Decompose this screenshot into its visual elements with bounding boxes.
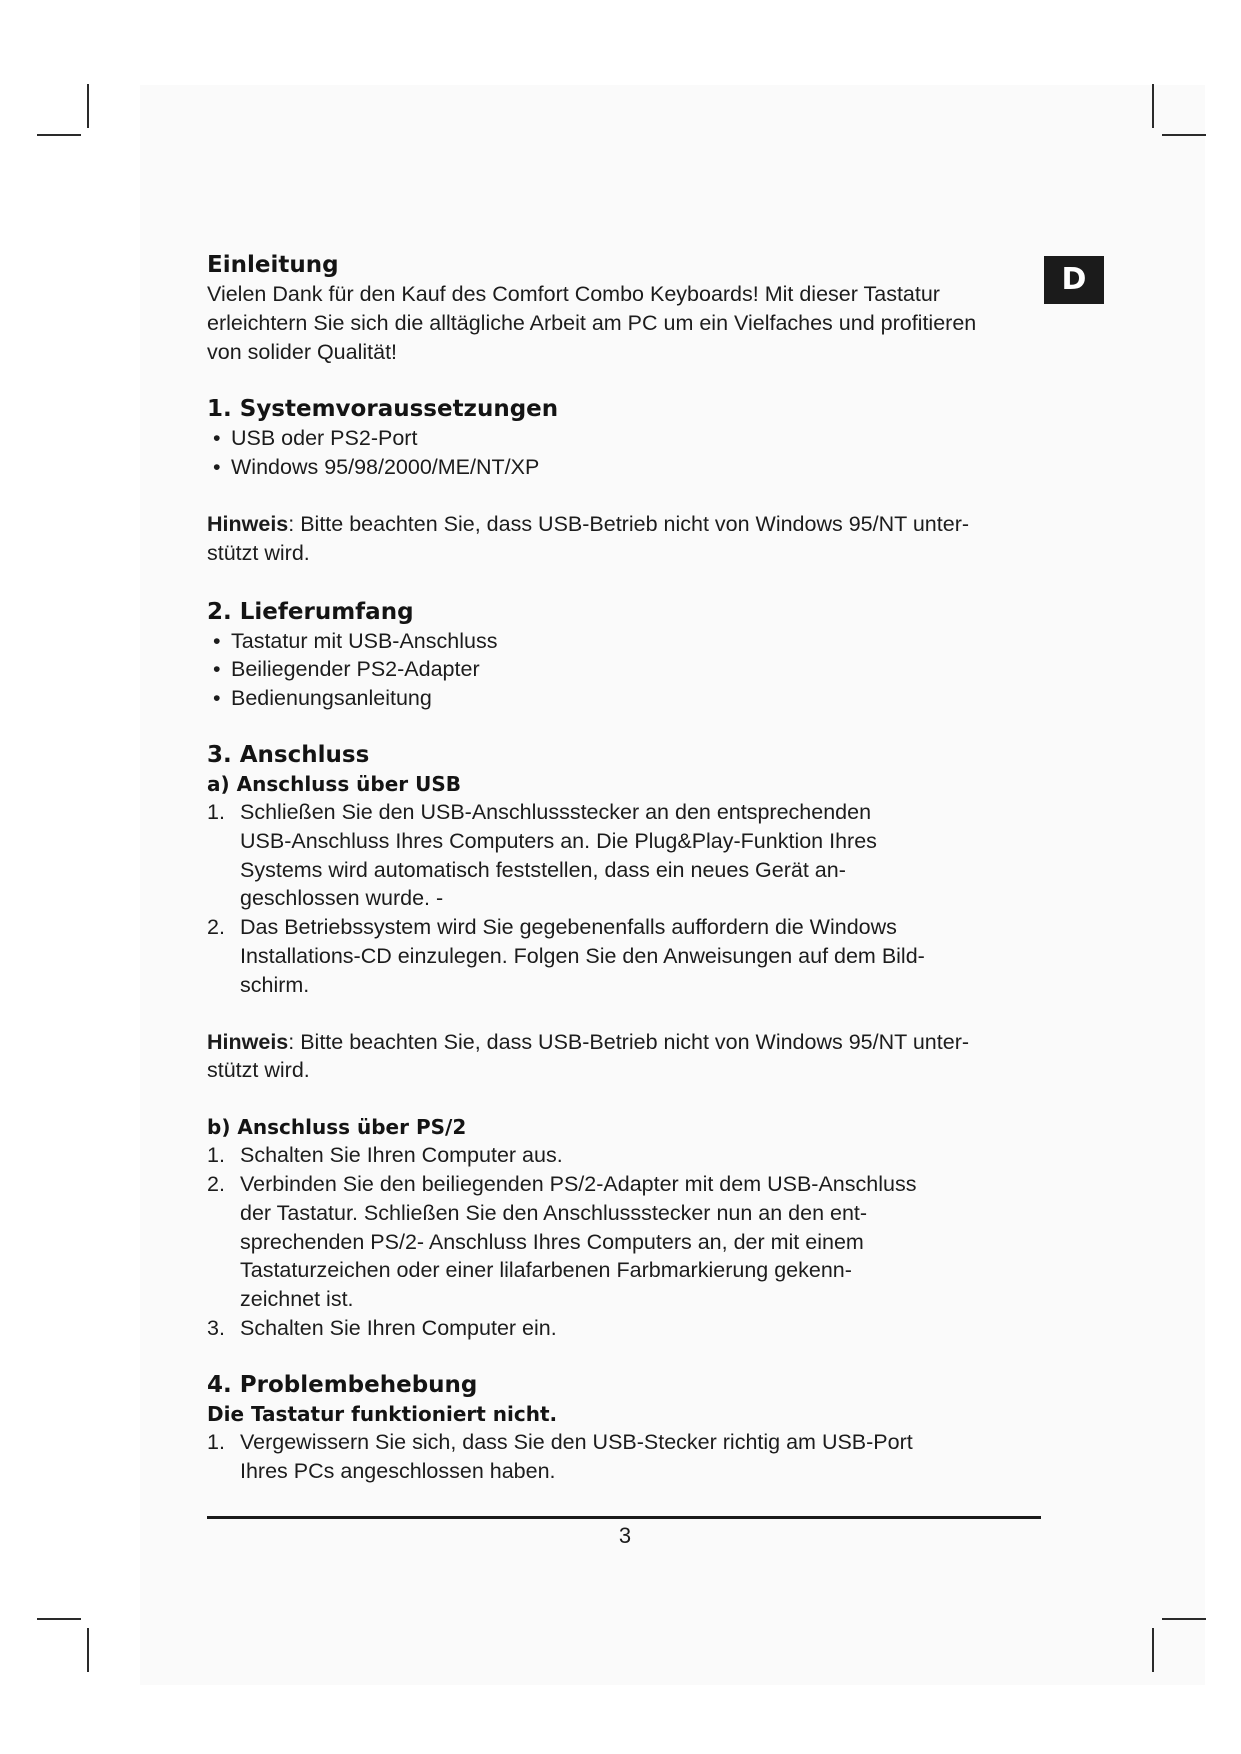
list-item: 3. Schalten Sie Ihren Computer ein. — [207, 1315, 557, 1340]
crop-mark-bottom-left-horizontal — [37, 1618, 81, 1620]
document-body — [207, 250, 1042, 1485]
ps2-steps — [207, 1141, 1042, 1343]
page-number: 3 — [618, 1523, 632, 1548]
usb-steps — [207, 798, 1042, 1000]
list-item: 2. Verbinden Sie den beiliegenden PS/2-Adapter mit dem USB-Anschluss der Tastatur. Schließen Sie den Anschlussstecker nun an den ent- sprechenden PS/2- Anschluss Ihres Computers an, der mit einem Tastaturzeichen oder einer lilafarbenen Farbmarkierung gekenn- zeichnet ist. — [207, 1171, 917, 1312]
crop-mark-bottom-right-horizontal — [1162, 1618, 1206, 1620]
note-label: Hinweis — [207, 511, 289, 536]
language-tab: D — [1044, 256, 1104, 304]
section-heading-system-requirements: 1. Systemvoraussetzungen — [207, 396, 559, 423]
crop-mark-top-right-horizontal — [1162, 134, 1206, 136]
list-item: • Beiliegender PS2-Adapter — [213, 657, 480, 682]
subsection-heading-usb: a) Anschluss über USB — [207, 771, 462, 796]
crop-mark-top-left-horizontal — [37, 134, 81, 136]
list-item: 1. Schließen Sie den USB-Anschlussstecker an den entsprechenden USB-Anschluss Ihres Computers an. Die Plug&Play-Funktion Ihres Systems wird automatisch feststellen, dass ein neues Gerät an- geschlossen wurde. - — [207, 799, 877, 911]
crop-mark-bottom-right-vertical — [1152, 1628, 1154, 1672]
intro-heading: Einleitung — [207, 252, 339, 278]
intro-line: Vielen Dank für den Kauf des Comfort Combo Keyboards! Mit dieser Tastatur — [207, 282, 940, 306]
list-item: • USB oder PS2-Port — [213, 426, 418, 451]
contents-list — [207, 627, 1042, 713]
intro-line: erleichtern Sie sich die alltägliche Arbeit am PC um ein Vielfaches und profitieren — [207, 310, 977, 335]
troubleshooting-steps — [207, 1428, 1042, 1486]
note-label: Hinweis — [207, 1029, 289, 1054]
note-line: stützt wird. — [207, 1058, 310, 1083]
requirements-list — [207, 424, 1042, 482]
list-item: 1. Vergewissern Sie sich, dass Sie den USB-Stecker richtig am USB-Port Ihres PCs angeschlossen haben. — [207, 1429, 913, 1483]
troubleshooting-subheading: Die Tastatur funktioniert nicht. — [207, 1401, 558, 1426]
list-item: • Bedienungsanleitung — [213, 686, 432, 711]
list-item: • Tastatur mit USB-Anschluss — [213, 628, 498, 653]
list-item: 2. Das Betriebssystem wird Sie gegebenenfalls auffordern die Windows Installations-CD einzulegen. Folgen Sie den Anweisungen auf dem Bild- schirm. — [207, 915, 925, 997]
list-item: 1. Schalten Sie Ihren Computer aus. — [207, 1143, 563, 1168]
section-heading-troubleshooting: 4. Problembehebung — [207, 1371, 478, 1398]
footer-rule — [207, 1516, 1041, 1519]
note-line: stützt wird. — [207, 540, 310, 565]
crop-mark-top-right-vertical — [1152, 84, 1154, 128]
list-item: • Windows 95/98/2000/ME/NT/XP — [213, 455, 540, 480]
note-paragraph: Hinweis: Bitte beachten Sie, dass USB-Betrieb nicht von Windows 95/NT unter- — [207, 1029, 970, 1054]
section-heading-package-contents: 2. Lieferumfang — [207, 598, 414, 625]
section-heading-connection: 3. Anschluss — [207, 741, 370, 768]
note-paragraph: Hinweis: Bitte beachten Sie, dass USB-Betrieb nicht von Windows 95/NT unter- — [207, 511, 970, 536]
crop-mark-bottom-left-vertical — [87, 1628, 89, 1672]
intro-line: von solider Qualität! — [207, 339, 398, 364]
crop-mark-top-left-vertical — [87, 84, 89, 128]
subsection-heading-ps2: b) Anschluss über PS/2 — [207, 1115, 467, 1140]
